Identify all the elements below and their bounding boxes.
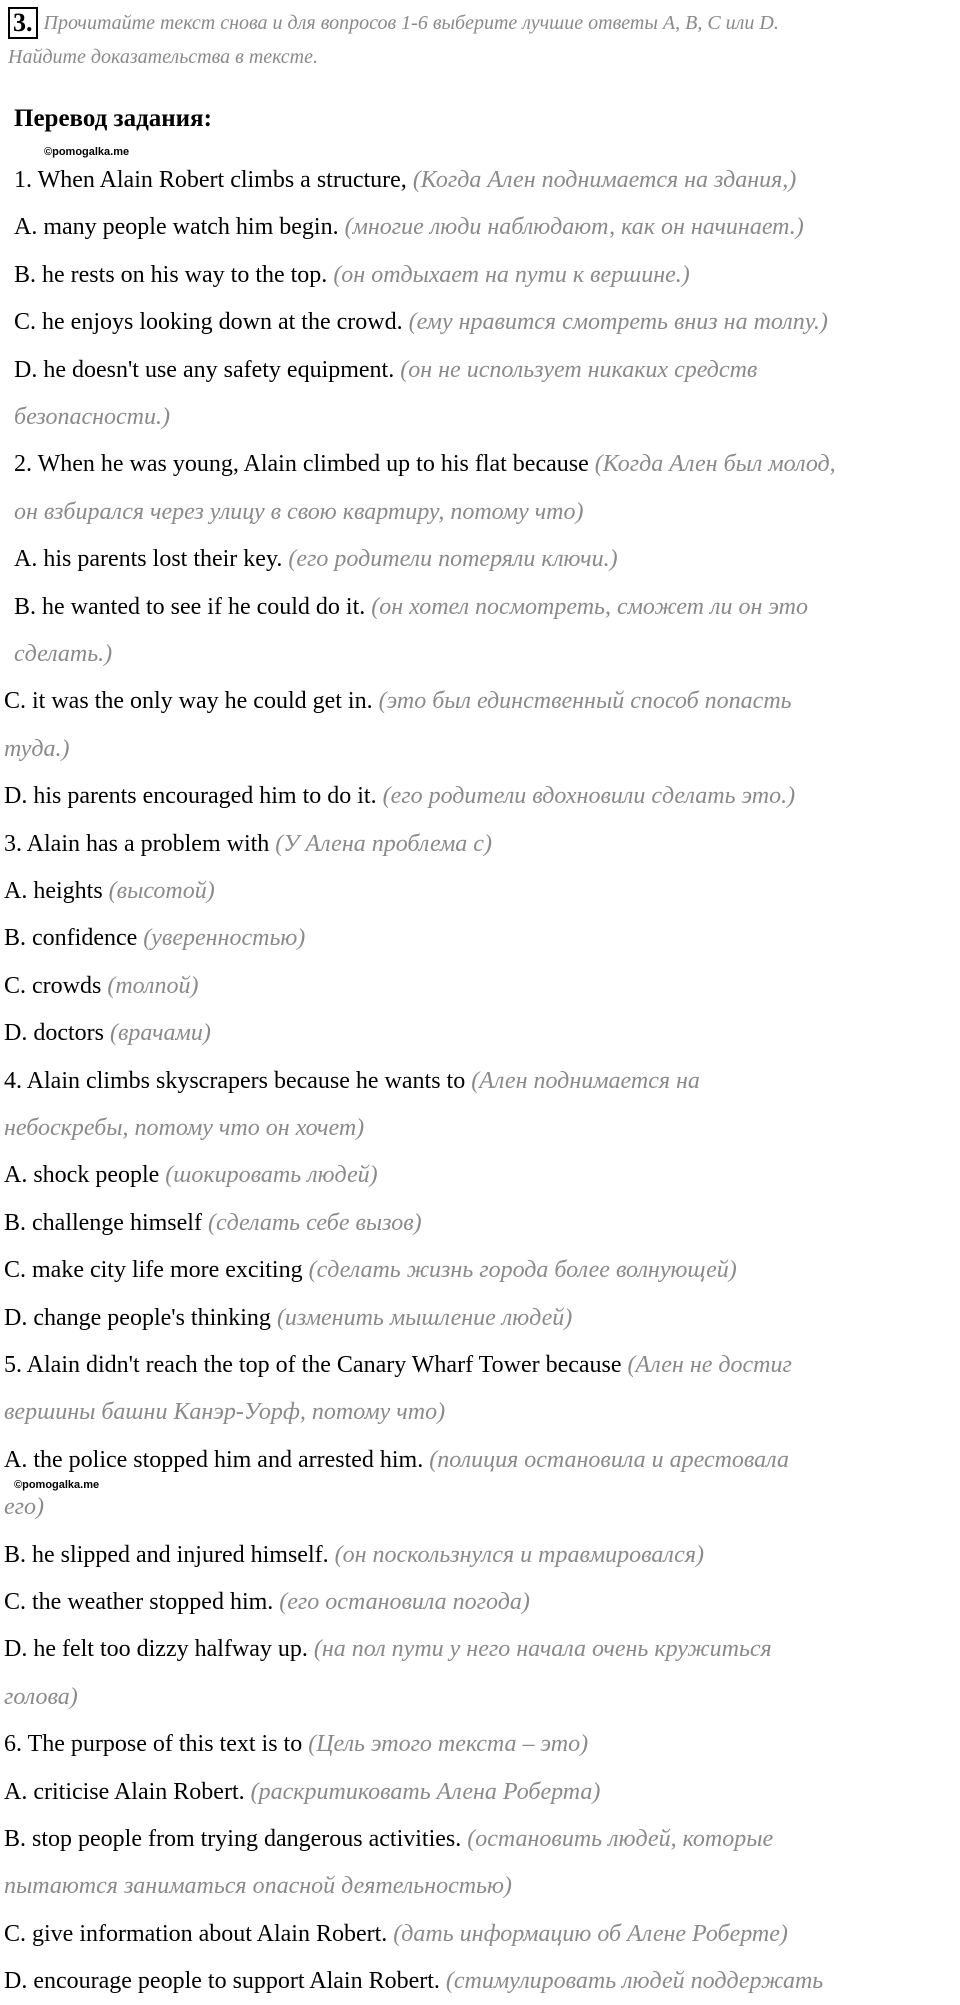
english-text: A. criticise Alain Robert.: [4, 1779, 251, 1805]
text-line: [0, 1247, 959, 1294]
english-text: 5. Alain didn't reach the top of the Canary Wharf Tower because: [4, 1352, 628, 1378]
english-text: A. his parents lost their key.: [14, 546, 289, 572]
russian-translation: (уверенностью): [143, 925, 306, 951]
text-line: [0, 1958, 959, 2005]
text-line: [0, 536, 960, 583]
russian-translation: (дать информацию об Алене Роберте): [393, 1921, 788, 1947]
russian-translation: голова): [4, 1684, 78, 1710]
text-line: [0, 1152, 959, 1199]
text-line: [0, 394, 960, 441]
text-line: [0, 1816, 959, 1863]
text-line: [0, 252, 960, 299]
russian-translation: (стимулировать людей поддержать: [445, 1968, 824, 1994]
text-line: [0, 489, 960, 536]
russian-translation: (его родители вдохновили сделать это.): [382, 783, 796, 809]
text-line: [0, 1721, 959, 1768]
russian-translation: небоскребы, потому что он хочет): [4, 1115, 365, 1141]
russian-translation: (толпой): [107, 973, 199, 999]
russian-translation: (сделать себе вызов): [207, 1210, 422, 1236]
english-text: 6. The purpose of this text is to: [4, 1731, 309, 1757]
english-text: B. he slipped and injured himself.: [4, 1542, 335, 1568]
text-line: [0, 1579, 959, 1626]
text-line: [0, 1911, 959, 1958]
english-text: C. it was the only way he could get in.: [4, 688, 379, 714]
russian-translation: (полиция остановила и арестовала: [429, 1447, 789, 1473]
english-text: 3. Alain has a problem with: [4, 831, 276, 857]
russian-translation: (сделать жизнь города более волнующей): [308, 1257, 737, 1283]
russian-translation: (Ален не достиг: [627, 1352, 792, 1378]
english-text: C. the weather stopped him.: [4, 1589, 280, 1615]
english-text: A. many people watch him begin.: [14, 214, 345, 240]
english-text: B. he wanted to see if he could do it.: [14, 594, 372, 620]
english-text: D. change people's thinking: [4, 1305, 277, 1331]
text-line: [0, 1532, 959, 1579]
english-text: C. crowds: [4, 973, 108, 999]
text-line: [0, 1674, 959, 1721]
russian-translation: (изменить мышление людей): [276, 1305, 573, 1331]
russian-translation: он взбирался через улицу в свою квартиру, потому что): [14, 499, 584, 525]
text-line: [0, 631, 960, 678]
russian-translation: (шокировать людей): [165, 1162, 378, 1188]
text-line: [0, 726, 959, 773]
english-text: B. stop people from trying dangerous activities.: [4, 1826, 468, 1852]
text-line: [0, 1437, 959, 1484]
russian-translation: его): [4, 1494, 45, 1520]
text-line: [0, 1342, 959, 1389]
text-line: [0, 347, 960, 394]
instruction-line-1: Прочитайте текст снова и для вопросов 1-6 выберите лучшие ответы А, B, C или D.: [43, 12, 779, 34]
russian-translation: (раскритиковать Алена Роберта): [250, 1779, 601, 1805]
russian-translation: вершины башни Канэр-Уорф, потому что): [4, 1399, 446, 1425]
text-line: [0, 584, 960, 631]
russian-translation: (он не использует никаких средств: [400, 357, 758, 383]
english-text: C. make city life more exciting: [4, 1257, 309, 1283]
russian-translation: пытаются заниматься опасной деятельностью): [4, 1873, 512, 1899]
watermark: ©pomogalka.me: [44, 146, 130, 158]
russian-translation: (он отдыхает на пути к вершине.): [333, 262, 690, 288]
text-line: [0, 157, 960, 204]
english-text: 1. When Alain Robert climbs a structure,: [14, 167, 413, 193]
russian-translation: (Цель этого текста – это): [308, 1731, 589, 1757]
russian-translation: (его родители потеряли ключи.): [288, 546, 618, 572]
text-line: [0, 821, 959, 868]
english-text: B. confidence: [4, 925, 144, 951]
english-text: C. give information about Alain Robert.: [4, 1921, 394, 1947]
russian-translation: (на пол пути у него начала очень кружиться: [313, 1636, 772, 1662]
task-number-badge: 3.: [8, 7, 38, 39]
russian-translation: туда.): [4, 736, 70, 762]
english-text: D. he doesn't use any safety equipment.: [14, 357, 401, 383]
english-text: B. he rests on his way to the top.: [14, 262, 334, 288]
text-line: [0, 1295, 959, 1342]
russian-translation: (он хотел посмотреть, сможет ли он это: [371, 594, 808, 620]
text-line: [0, 1769, 959, 1816]
english-text: D. doctors: [4, 1020, 110, 1046]
watermark: ©pomogalka.me: [14, 1479, 100, 1491]
text-line: [0, 963, 959, 1010]
russian-translation: (ему нравится смотреть вниз на толпу.): [408, 309, 828, 335]
text-line: [0, 1863, 959, 1910]
english-text: C. he enjoys looking down at the crowd.: [14, 309, 409, 335]
russian-translation: (врачами): [109, 1020, 211, 1046]
text-line: [0, 1389, 959, 1436]
russian-translation: (У Алена проблема с): [275, 831, 492, 857]
english-text: 4. Alain climbs skyscrapers because he wants to: [4, 1068, 472, 1094]
text-line: [0, 1058, 959, 1105]
russian-translation: (многие люди наблюдают, как он начинает.): [344, 214, 804, 240]
english-text: A. shock people: [4, 1162, 166, 1188]
russian-translation: (он поскользнулся и травмировался): [334, 1542, 704, 1568]
english-text: 2. When he was young, Alain climbed up to his flat because: [14, 451, 595, 477]
task-instruction: [8, 6, 953, 74]
russian-translation: (Когда Ален был молод,: [594, 451, 836, 477]
text-line: [0, 204, 960, 251]
english-text: D. encourage people to support Alain Robert.: [4, 1968, 446, 1994]
russian-translation: безопасности.): [14, 404, 170, 430]
russian-translation: (Ален поднимается на: [471, 1068, 700, 1094]
text-line: [0, 678, 959, 725]
text-line: [0, 1626, 959, 1673]
english-text: D. his parents encouraged him to do it.: [4, 783, 383, 809]
english-text: D. he felt too dizzy halfway up.: [4, 1636, 314, 1662]
russian-translation: (его остановила погода): [279, 1589, 530, 1615]
text-line: [0, 1105, 959, 1152]
translation-heading: Перевод задания:: [14, 105, 212, 132]
russian-translation: (это был единственный способ попасть: [378, 688, 792, 714]
russian-translation: (высотой): [108, 878, 215, 904]
text-line: [0, 1484, 959, 1531]
text-line: [0, 773, 959, 820]
russian-translation: сделать.): [14, 641, 113, 667]
text-line: [0, 915, 959, 962]
english-text: A. heights: [4, 878, 109, 904]
russian-translation: (Когда Ален поднимается на здания,): [412, 167, 797, 193]
text-line: [0, 299, 960, 346]
text-line: [0, 1010, 959, 1057]
english-text: A. the police stopped him and arrested him.: [4, 1447, 430, 1473]
russian-translation: (остановить людей, которые: [467, 1826, 774, 1852]
text-line: [0, 868, 959, 915]
text-line: [0, 441, 960, 488]
english-text: B. challenge himself: [4, 1210, 208, 1236]
text-line: [0, 1200, 959, 1247]
instruction-line-2: Найдите доказательства в тексте.: [8, 46, 318, 68]
